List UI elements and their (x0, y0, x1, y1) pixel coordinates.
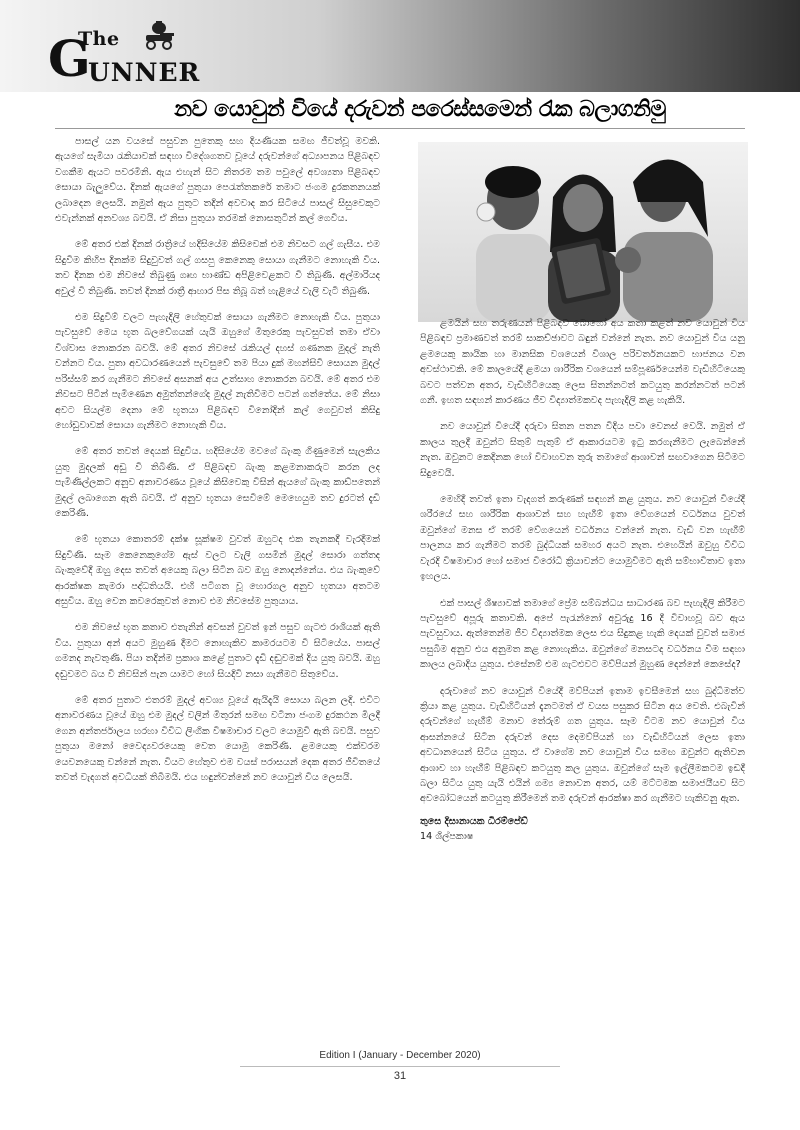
body-paragraph: පාසල් යන වයසේ පසුවන පුතෙකු සහ දියණියක සමඟ ජීවත්වූ මවකි. ඇයගේ සැමියා රැකියාවක් සඳහා විදේශගතව වූයේ දරුවන්ගේ අධ්‍යාපනය පිළිබඳව වගකීම ඇයට පවරමිනි. ඇය එහැන් සිට නිතරම තම පවුලේ අවශ්‍යතා පිළිබඳව සොයා බැලුවේය. දිනක් ඇයගේ පුතුයා පෙරැත්තකරේ තමාට ජංගම දුරකතනයක් ලබාදෙන ලෙසයි. නමුත් ඇය පුතුට තදින් අවවාද කර සිටියේ පාසල් සිසුවෙකුට එවැන්නක් අනවශ්‍ය බවයි. ඒ නිසා පුතුයා තරමක් නොසතුටින් කල් ගෙවීය. (55, 136, 380, 225)
footer-divider (240, 1066, 560, 1067)
article-title: නව යොවුන් වියේ දරුවන් පරෙස්සමෙන් රැක බලාගනිමු (174, 97, 666, 122)
artillery-crest-icon (142, 20, 176, 50)
body-paragraph: දරුවාගේ නව යොවුන් වියේදී මව්පියන් ඉතාම ඉවසීමෙන් සහ බුද්ධිමත්ව ක්‍රියා කළ යුතුය. වැඩිහිටියන් දැනටමත් ඒ වයස පසුකර සිටින අය වෙති. එබැවින් දරුවන්ගේ හැඟීම් මනාව තේරුම් ගත යුතුය. සෑම විටම නව යොවුන් විය ආසන්නයේ සිටින දරුවන් දෙස දෙමව්පියන් හා වැඩිහිටියන් ලෙස ඉතා අවධානයෙන් සිටිය යුතුය. ඒ වාගේම නව යොවුන් විය සමඟ ඔවුන්ට ඇතිවන ආශාව හා හැඟීම් පිළිබඳව කටයුතු කල යුතුය. ඔවුන්ගේ සෑම ඉල්ලීමකටම ඉඩදී බලා සිටිය යුතු යැයි එයින් ගම්‍ය නොවන අතර, යම් මට්ටමක සමාජයීයව සිට අවබෝධයෙන් කටයුතු කිරීමෙන් තම දරුවන් ආරක්ෂා කර ගැනීමට හැකිවනු ඇත. (420, 685, 745, 805)
logo-g-letter: G (48, 29, 91, 88)
logo-the-text: The (78, 28, 120, 50)
author-role: 14 ශිල්පකාෂ (420, 831, 474, 843)
body-paragraph: එක් පාසල් ශිෂ්‍යාවක් තමාගේ ප්‍රේම සම්බන්ධය සාධාරණ බව පැහැදිලි කිරීමට පැවසුවේ අපූරු කතාවකි. අපේ පැරැන්නෝ අවුරුදු 16 දී විවාහවූ බව ඇය පැවසුවාය. ඇත්තෙන්ම ජීව විද්‍යාත්මක ලෙස එය සිදුකළ හැකි දෙයක් වුවත් සමාජ පසුබිම අනුව එය අනුමත කළ නොහැකිය. ඔවුන්ගේ මනසටද වර්ධනය වීම සඳහා කාලය ලබාදිය යුතුය. එසේනම් එම ගැටළුවට මව්පියන් මුහුණ දෙන්නේ කෙසේද? (420, 597, 745, 671)
body-paragraph: මේ අතර එක් දිනක් රාත්‍රියේ හදිසියේම කිසිවෙක් එම නිවසට ගල් ගැසීය. එම සිදුවීම කිහිප දිනක්ම සිදුවුවත් ගල් ගසපු කෙනෙකු සොයා ගැනීමට නොහැකි විය. තව දිනක එම නිවසේ තිබුණු ගෘහ භාණ්ඩ අපිළිවෙළකට වී තිබුණි. අල්මාරියද අවුල් වී තිබුණි. තවත් දිනක් රාත්‍රී ආහාර පිස තිබූ බත් හැළියේ වැලි වැටී තිබුණි. (55, 239, 380, 297)
page-number: 31 (393, 1070, 407, 1082)
the-gunner-logo (48, 20, 201, 88)
body-paragraph: එම සිදුවීම් වලට පැහැදිලි හේතුවක් සොයා ගැනීමට නොහැකි විය. පුතුයා පැවසුවේ මෙය භූත බලවේගයක් යැයි ඔහුගේ මිතුරෙකු පැවසුවත් තමා ඒවා විශ්වාස නොකරන බවයි. මේ අතර නිවසේ රැකියල් දහස් ගණනක මුදල් නැති වන්නට විය. පුතා අවධාරණයෙන් පැවසුවේ තම පියා දුක් මහන්සිවී සොයන මුදල් පරිස්සම් කර ගැනීමට නිවසේ අසනක් අය උත්සාහ නොකරන බවයි. මේ අතර එම නිවසට පිටින් පැමිණෙන අමුත්තන්ගේද මුදල් නැතිවීමට පටන් ගත්තේය. මේ නිසා අවට සියල්ම දෙනා මේ භූතයා පිළිබඳව විනෝදින් කල් ගෙවුවත් කිසිදු හෝඩුවාවක් සොයා ගැනීමට නොහැකි විය. (55, 312, 380, 431)
left-column (55, 134, 380, 796)
title-divider (55, 128, 745, 129)
edition-footer: Edition I (January - December 2020) (319, 1050, 481, 1061)
body-paragraph: මෙහිදී තවත් ඉතා වැදගත් කරුණක් සඳහන් කළ යුතුය. නව යොවුන් වියේදී ශරීරයේ සහ ශාරීරික ආශාවන් සහ හැඟීම් ඉතා වේගයෙන් වර්ධනය වුවත් ඔවුන්ගේ මනස ඒ තරම් වේගයෙන් වර්ධනය වන්නේ නැත. වැඩි වන හැඟීම් පාලනය කර ගැනීමට තරම් බුද්ධියක් සමහර අයට නැත. එහෙයින් ඔවුහු විවිධ වැරදි විෂමාචාර හෝ සමාජ විරෝධී ක්‍රියාවන්ට යොමුවීමට ඇති සම්භාවිතාව ඉතා ඉහලය. (420, 494, 745, 583)
body-paragraph: ළමයින් සහ තරුණයන් පිළිබඳව බොහෝ අය කතා කළත් නව යොවුන් විය පිළිබඳව ප්‍රමාණවත් තරම් සාකච්ඡාවට බඳුන් වන්නේ නැත. නව යොවුන් විය යනු ළමයෙකු කායික හා මානසික වශයෙන් විශාල පරිවර්තනයකට භාජනය වන අවස්ථාවකි. මේ කාලයේදී ළමයා ශාරීරික වශයෙන් සම්පූර්ණයෙන්ම වැඩිහිටියෙකු බවට පත්වන අතර, වැඩිහිටියෙකු ලෙස සිතන්නටත් කටයුතු කරන්නටත් පටන් ගනී. ඉහත සඳහන් කාරණය ජීව විද්‍යාත්මකවද පැහැදිලි කළ හැකියි. (420, 318, 745, 407)
logo-unner-text: UNNER (88, 58, 201, 87)
body-paragraph: මේ අතර තවත් දෙයක් සිදුවිය. හදිසියේම මවගේ බැංකු ගිණුමෙන් සැලකිය යුතු මුදලක් අඩු වී තිබිණි. ඒ පිළිබඳව බැංකු කළමනාකරුට කරන ලද පැමිණිල්ලකට අනුව අනාවරණය වූයේ කිසිවෙකු විසින් ඇයගේ බැංකු කාඩ්පතෙන් මුදල් ලබාගෙන ඇති බවයි. ඒ අනුව භූතයා සෙවීමේ මෙහෙයුම තව දුරටත් දැඩි කෙරිණි. (55, 446, 380, 519)
teenagers-photo (418, 142, 748, 322)
body-paragraph: එම නිවසේ භූත කතාව එතැනින් අවසන් වුවත් ඉන් පසුව ගැටළු රාශියක් ඇති විය. පුතුයා අන් අයට මුහුණ දීමට නොහැකිව කාමරයටම වී සිටියේය. පාසල් ගමනද නැවතුණි. පියා තදින්ම ප්‍රකාශ කළේ පුතාට දැඩි දඬුවමක් දිය යුතු බවයි. ඔහු දඬුවමට බය වී නිවසින් පැන යාමට හෝ සියදිවි නසා ගැනීමට සිතුවේය. (55, 622, 380, 680)
body-paragraph: මේ අතර පුතාට එතරම් මුදල් අවශ්‍ය වූයේ ඇයිදැයි සොයා බලන ලදි. එවිට අනාවරණය වූයේ ඔහු එම මුදල් වලින් මිතුරන් සමඟ වටිනා ජංගම දුරකථන මිලදී ගෙන අන්තර්ජාලය හරහා විවිධ ලිංගික විෂමාචාර වලට යොමුවී ඇති බවයි. පසුව පුතුයා මනෝ වෛද්‍යවරයෙකු වෙත යොමු කෙරිණි. ළමයෙකු එක්වරම යෙවනයෙකු වන්නේ නැත. වියට හේතුව එම වයස් පරාසයන් දෙක අතර ජීවිතයේ තවත් වැදගත් අවධියක් තිබීමයි. එය හඳුන්වන්නේ නව යොවුන් විය ලෙසයි. (55, 695, 380, 784)
masthead-banner (0, 0, 800, 92)
body-paragraph: මේ භූතයා කොතරම් දක්ෂ සූක්ෂම වුවත් ඔහුටද එක තැනකදී වැරදීමක් සිදුවිණි. සෑම කෙනෙකුගේම ඇස් වලට වැලි ගසමින් මුදල් සොරා ගත්තද බැංකුවේදී ඔහු දෙස තවත් අයෙකු බලා සිටින බව ඔහු නොදන්නේය. එය බැංකුවේ ආරක්ෂක කැමරා පද්ධතියයි. එහි පටිගත වූ හොරගල අනුව භූතයා අතටම අසුවිය. ඔහු වෙන කවරෙකුවත් නොව එම නිවසේම පුතුයාය. (55, 534, 380, 607)
author-name: තුසෙ දිසානායක ධීරම්පේඩ් (420, 815, 528, 827)
body-paragraph: නව යොවුන් වියේදී දරුවා සිතන පතන විදිය පවා වෙනස් වෙයි. නමුත් ඒ කාලය තුලදී ඔවුන්ට සිතුම් පැතුම් ඒ ආකාරයටම ඉටු කරගැනීමට ලැබෙන්නේ නැත. ඔවුනට කෙදිනක හෝ විවාහවන තුරු තමාගේ ආශාවන් සඟවාගෙන සිටීමට සිදුවෙයි. (420, 421, 745, 479)
teenagers-with-tablet-image (418, 142, 748, 322)
right-column (420, 316, 745, 845)
